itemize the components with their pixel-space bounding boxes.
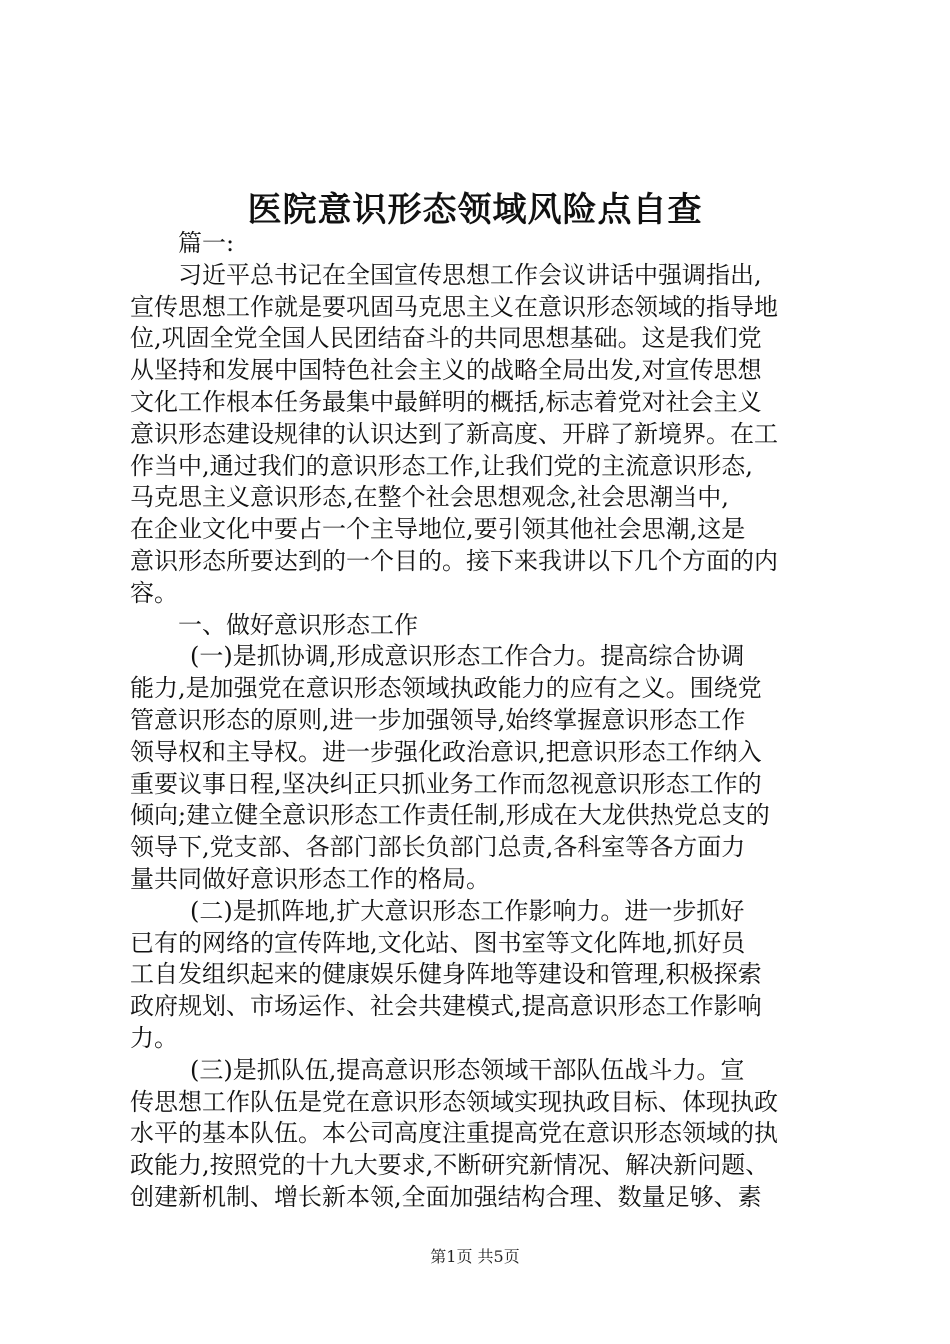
text-line: 政府规划、市场运作、社会共建模式,提高意识形态工作影响 <box>130 992 762 1021</box>
text-line: 水平的基本队伍。本公司高度注重提高党在意识形态领域的执 <box>130 1119 778 1148</box>
text-line: (三)是抓队伍,提高意识形态领域干部队伍战斗力。宣 <box>190 1055 745 1084</box>
text-line: 政能力,按照党的十九大要求,不断研究新情况、解决新问题、 <box>130 1151 770 1180</box>
text-line: 意识形态建设规律的认识达到了新高度、开辟了新境界。在工 <box>130 419 778 448</box>
text-line: 工自发组织起来的健康娱乐健身阵地等建设和管理,积极探索 <box>130 960 762 989</box>
text-line: 量共同做好意识形态工作的格局。 <box>130 864 490 893</box>
text-line: 宣传思想工作就是要巩固马克思主义在意识形态领域的指导地 <box>130 292 778 321</box>
text-line: 作当中,通过我们的意识形态工作,让我们党的主流意识形态, <box>130 451 753 480</box>
text-line: 领导下,党支部、各部门部长负部门总责,各科室等各方面力 <box>130 833 746 862</box>
text-line: 已有的网络的宣传阵地,文化站、图书室等文化阵地,抓好员 <box>130 928 746 957</box>
document-title: 医院意识形态领域风险点自查 <box>247 190 703 230</box>
text-line: 马克思主义意识形态,在整个社会思想观念,社会思潮当中, <box>130 483 729 512</box>
text-line: 倾向;建立健全意识形态工作责任制,形成在大龙供热党总支的 <box>130 801 770 830</box>
text-line: 能力,是加强党在意识形态领域执政能力的应有之义。围绕党 <box>130 674 762 703</box>
text-line: 重要议事日程,坚决纠正只抓业务工作而忽视意识形态工作的 <box>130 769 762 798</box>
page-number: 第1页 共5页 <box>430 1247 520 1266</box>
text-line: 篇一: <box>178 229 235 257</box>
text-line: 容。 <box>130 578 178 607</box>
text-line: 位,巩固全党全国人民团结奋斗的共同思想基础。这是我们党 <box>130 324 762 353</box>
text-line: 创建新机制、增长新本领,全面加强结构合理、数量足够、素 <box>130 1182 762 1211</box>
text-line: (二)是抓阵地,扩大意识形态工作影响力。进一步抓好 <box>190 896 745 925</box>
text-line: 领导权和主导权。进一步强化政治意识,把意识形态工作纳入 <box>130 737 762 766</box>
text-line: (一)是抓协调,形成意识形态工作合力。提高综合协调 <box>190 642 745 671</box>
text-line: 力。 <box>130 1023 178 1052</box>
text-line: 在企业文化中要占一个主导地位,要引领其他社会思潮,这是 <box>130 515 746 544</box>
text-line: 习近平总书记在全国宣传思想工作会议讲话中强调指出, <box>178 260 762 289</box>
text-line: 意识形态所要达到的一个目的。接下来我讲以下几个方面的内 <box>130 546 778 575</box>
text-line: 从坚持和发展中国特色社会主义的战略全局出发,对宣传思想 <box>130 356 762 385</box>
document-body <box>130 228 842 1214</box>
text-line: 传思想工作队伍是党在意识形态领域实现执政目标、体现执政 <box>130 1087 778 1116</box>
text-line: 管意识形态的原则,进一步加强领导,始终掌握意识形态工作 <box>130 705 746 734</box>
text-line: 文化工作根本任务最集中最鲜明的概括,标志着党对社会主义 <box>130 387 762 416</box>
text-line: 一、做好意识形态工作 <box>178 610 418 639</box>
